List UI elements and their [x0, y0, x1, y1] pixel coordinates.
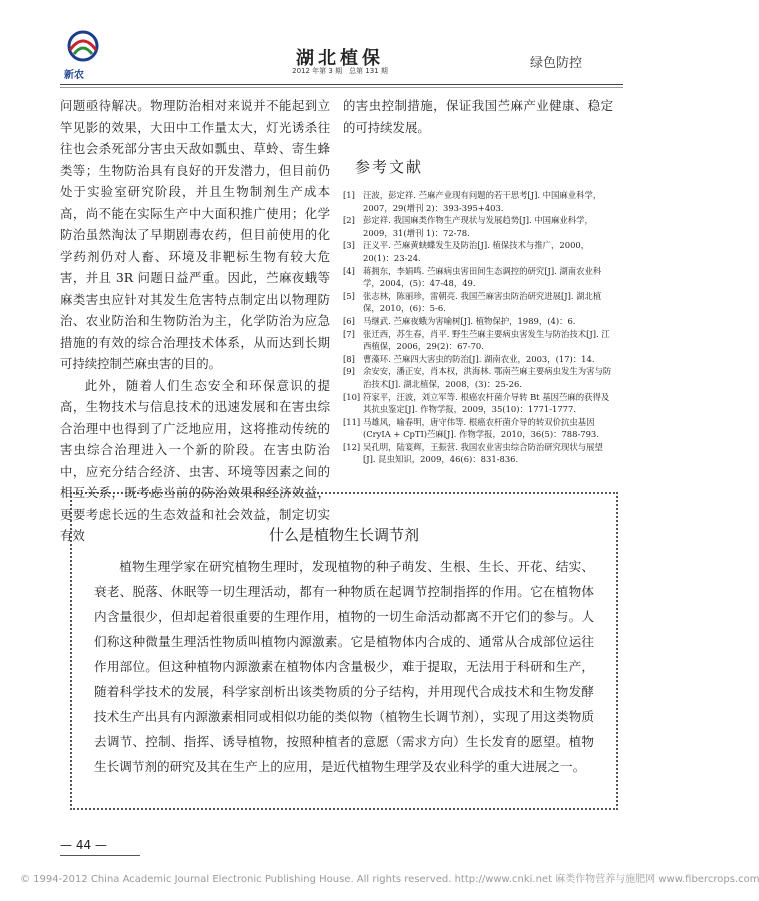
copyright-footer: © 1994-2012 China Academic Journal Electronic Publishing House. All rights reserved. http://www.cnki.net 麻类作物营养与施肥网 www.fibercrops.com: [20, 874, 759, 885]
logo-text: 新农: [64, 70, 84, 81]
reference-item: [343, 391, 613, 416]
reference-text: 汪义平. 苎麻黄蛱蝶发生及防治[J]. 植保技术与推广，2000，20(1)：23-24.: [363, 240, 590, 263]
reference-text: 马继武. 苎麻夜蛾为害喻树[J]. 植物保护，1989，(4)：6.: [363, 315, 576, 326]
right-column: [343, 95, 613, 466]
reference-item: [343, 290, 613, 315]
page-header: [0, 0, 663, 86]
reference-number: [2]: [343, 215, 355, 226]
reference-item: [343, 328, 613, 353]
reference-item: [343, 365, 613, 390]
reference-item: [343, 416, 613, 441]
reference-text: 张志林，陈丽珍，雷朝亮. 我国苎麻害虫防治研究进展[J]. 湖北植保，2010，(6)：5-6.: [363, 290, 602, 314]
body-paragraph: 问题亟待解决。物理防治相对来说并不能起到立竿见影的效果，大田中工作量太大，灯光诱杀往往也会杀死部分害虫天敌如瓢虫、草蛉、寄生蜂类等；生物防治具有良好的开发潜力，但目前仍处于实验室研究阶段，并且生物制剂生产成本高，尚不能在实际生产中大面积推广使用；化学防治虽然淘汰了早期剧毒农药，但目前使用的化学药剂仍对人畜、环境及非靶标生物有较大危害，并且 3R 问题日益严重。因此，苎麻夜蛾等麻类害虫应针对其发生危害特点制定出以物理防治、农业防治和生物防治为主，化学防治为应急措施的有效的综合治理技术体系，从而达到长期可持续控制苎麻虫害的目的。: [60, 98, 330, 371]
page-number-rule: [60, 855, 140, 856]
reference-number: [4]: [343, 265, 355, 276]
reference-text: 马雄风，喻春明，唐守伟等. 根癌农杆菌介导的转双价抗虫基因(CryIA + CpTI)苎麻[J]. 作物学报，2010，36(5)：788-793.: [363, 416, 599, 440]
sidebar-box: [70, 492, 618, 810]
header-rule: [60, 84, 623, 85]
reference-number: [5]: [343, 290, 355, 301]
references-list: [343, 189, 613, 466]
reference-number: [6]: [343, 315, 355, 326]
reference-item: [343, 315, 613, 328]
body-paragraph-continued: 的害虫控制措施，保证我国苎麻产业健康、稳定的可持续发展。: [343, 98, 613, 135]
reference-item: [343, 214, 613, 239]
sidebar-box-title: 什么是植物生长调节剂: [268, 526, 419, 544]
references-title: 参考文献: [355, 158, 424, 176]
reference-text: 彭定祥. 我国麻类作物生产现状与发展趋势[J]. 中国麻业科学，2009，31(增刊 1)：72-78.: [363, 215, 593, 238]
reference-number: [12]: [343, 441, 361, 452]
page-number: — 44 —: [60, 838, 107, 852]
reference-text: 张迁西，苏生春，肖平. 野生苎麻主要病虫害发生与防治技术[J]. 江西植保，2006，29(2)：67-70.: [363, 328, 610, 352]
reference-number: [7]: [343, 328, 355, 339]
issue-info: 2012 年第 3 期 总第 131 期: [292, 67, 388, 75]
section-label: 绿色防控: [530, 56, 583, 71]
reference-item: [343, 239, 613, 264]
reference-text: 蒋拥东，李娟鸣. 苎麻病虫害田间生态调控的研究[J]. 湖南农业科学，2004，(5)：47-48，49.: [363, 265, 602, 289]
reference-text: 曹藻环. 苎麻四大害虫的防治[J]. 湖南农业，2003，(17)：14.: [363, 353, 595, 364]
reference-text: 余安安，潘正安，肖本权，洪海林. 鄂南苎麻主要病虫发生为害与防治技术[J]. 湖北植保，2008，(3)：25-26.: [363, 366, 612, 389]
left-column: [60, 95, 330, 547]
reference-item: [343, 265, 613, 290]
reference-item: [343, 441, 613, 466]
reference-text: 吴孔明，陆宴辉，王振营. 我国农业害虫综合防治研究现状与展望[J]. 昆虫知识，2009，46(6)：831-836.: [363, 441, 603, 465]
reference-number: [1]: [343, 190, 355, 200]
reference-item: [343, 189, 613, 214]
reference-text: 符家平，汪波，刘立军等. 根癌农杆菌介导转 Bt 基因苎麻的获得及其抗虫鉴定[J]. 作物学报，2009，35(10)：1771-1777.: [363, 391, 610, 415]
reference-text: 汪波，彭定祥. 苎麻产业现有问题的若干思考[J]. 中国麻业科学，2007，29(增刊 2)：393-395+403.: [363, 190, 602, 213]
reference-number: [10]: [343, 391, 361, 402]
sidebar-box-body: 植物生理学家在研究植物生理时，发现植物的种子萌发、生根、生长、开花、结实、衰老、脱落、休眠等一切生理活动，都有一种物质在起调节控制指挥的作用。它在植物体内含量很少，但却起着很重要的生理作用，植物的一切生命活动都离不开它们的参与。人们称这种微量生理活性物质叫植物内源激素。它是植物体内合成的、通常从合成部位运往作用部位。但这种植物内源激素在植物体内含量极少，难于提取，无法用于科研和生产，随着科学技术的发展，科学家剖析出该类物质的分子结构，并用现代合成技术和生物发酵技术生产出具有内源激素相同或相似功能的类似物（植物生长调节剂），实现了用这类物质去调节、控制、指挥、诱导植物，按照种植者的意愿（需求方向）生长发育的愿望。植物生长调节剂的研究及其在生产上的应用，是近代植物生理学及农业科学的重大进展之一。: [94, 559, 594, 774]
header-rule-thin: [60, 87, 623, 88]
body-paragraph: 此外，随着人们生态安全和环保意识的提高，生物技术与信息技术的迅速发展和在害虫综合治理中也得到了广泛地应用，这将推动传统的害虫综合治理进入一个新的阶段。在害虫防治中，应充分结合经济、虫害、环境等因素之间的相互关系，既考虑当前的防治效果和经济效益，更要考虑长远的生态效益和社会效益，制定切实有效: [60, 377, 330, 543]
reference-number: [8]: [343, 353, 355, 364]
magazine-title: 湖北植保: [296, 48, 384, 69]
reference-number: [3]: [343, 240, 355, 251]
reference-item: [343, 353, 613, 366]
reference-number: [9]: [343, 366, 355, 377]
reference-number: [11]: [343, 416, 361, 427]
